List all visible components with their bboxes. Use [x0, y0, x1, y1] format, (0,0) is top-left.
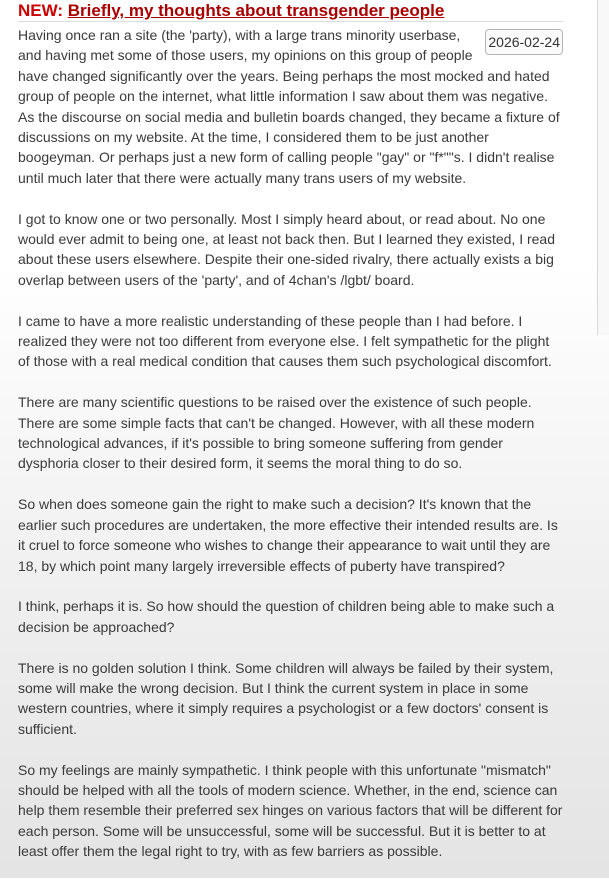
blog-post	[18, 0, 563, 882]
post-body	[18, 21, 563, 862]
post-paragraph: I came to have a more realistic understanding of these people than I had before. I realized they were not too different from everyone else. I felt sympathetic for the plight of those with a real medical condition that causes them such psychological discomfort.	[18, 312, 552, 370]
scrollbar-track[interactable]	[597, 0, 609, 335]
post-paragraph: Having once ran a site (the 'party), with a large trans minority userbase, and having met some of those users, my opinions on this group of people have changed significantly over the years. Being perhaps the most mocked and hated group of people on the internet, what little information I saw about them was negative. As the discourse on social media and bulletin boards changed, they became a fixture of discussions on my website. At the time, I considered them to be just another boogeyman. Or perhaps just a new form of calling people "gay" or "f*""s. I didn't realise until much later that there were actually many trans users of my website.	[18, 27, 560, 186]
post-paragraph: I think, perhaps it is. So how should the question of children being able to make such a decision be approached?	[18, 598, 555, 635]
post-title	[18, 0, 563, 21]
new-label: NEW:	[18, 1, 64, 20]
post-paragraph: There is no golden solution I think. Some children will always be failed by their system, some will make the wrong decision. But I think the current system in place in some western countries, where it simply requires a psychologist or a few doctors' consent is sufficient.	[18, 659, 554, 737]
title-divider	[18, 21, 563, 22]
post-paragraph: So my feelings are mainly sympathetic. I think people with this unfortunate "mismatch" should be helped with all the tools of modern science. Whether, in the end, science can help them resemble their preferred sex hinges on various factors that will be different for each person. Some will be unsuccessful, some will be successful. But it is better to at least offer them the legal right to try, with as few barriers as possible.	[18, 761, 563, 860]
post-paragraph: I got to know one or two personally. Most I simply heard about, or read about. No one would ever admit to being one, at least not back then. But I learned they existed, I read about these users elsewhere. Despite their one-sided rivalry, there actually exists a big overlap between users of the 'party', and of 4chan's /lgbt/ board.	[18, 210, 555, 288]
post-paragraph: There are many scientific questions to be raised over the existence of such people. There are some simple facts that can't be changed. However, with all these modern technological advances, if it's possible to bring someone suffering from gender dysphoria closer to their desired form, it seems the moral thing to do so.	[18, 394, 535, 472]
date-badge: 2026-02-24	[485, 29, 563, 55]
post-title-link[interactable]: Briefly, my thoughts about transgender people	[67, 1, 445, 20]
post-paragraph: So when does someone gain the right to make such a decision? It's known that the earlier such procedures are undertaken, the more effective their intended results are. Is it cruel to force someone who wishes to change their appearance to wait until they are 18, by which point many largely irreversible effects of puberty have transpired?	[18, 496, 558, 574]
